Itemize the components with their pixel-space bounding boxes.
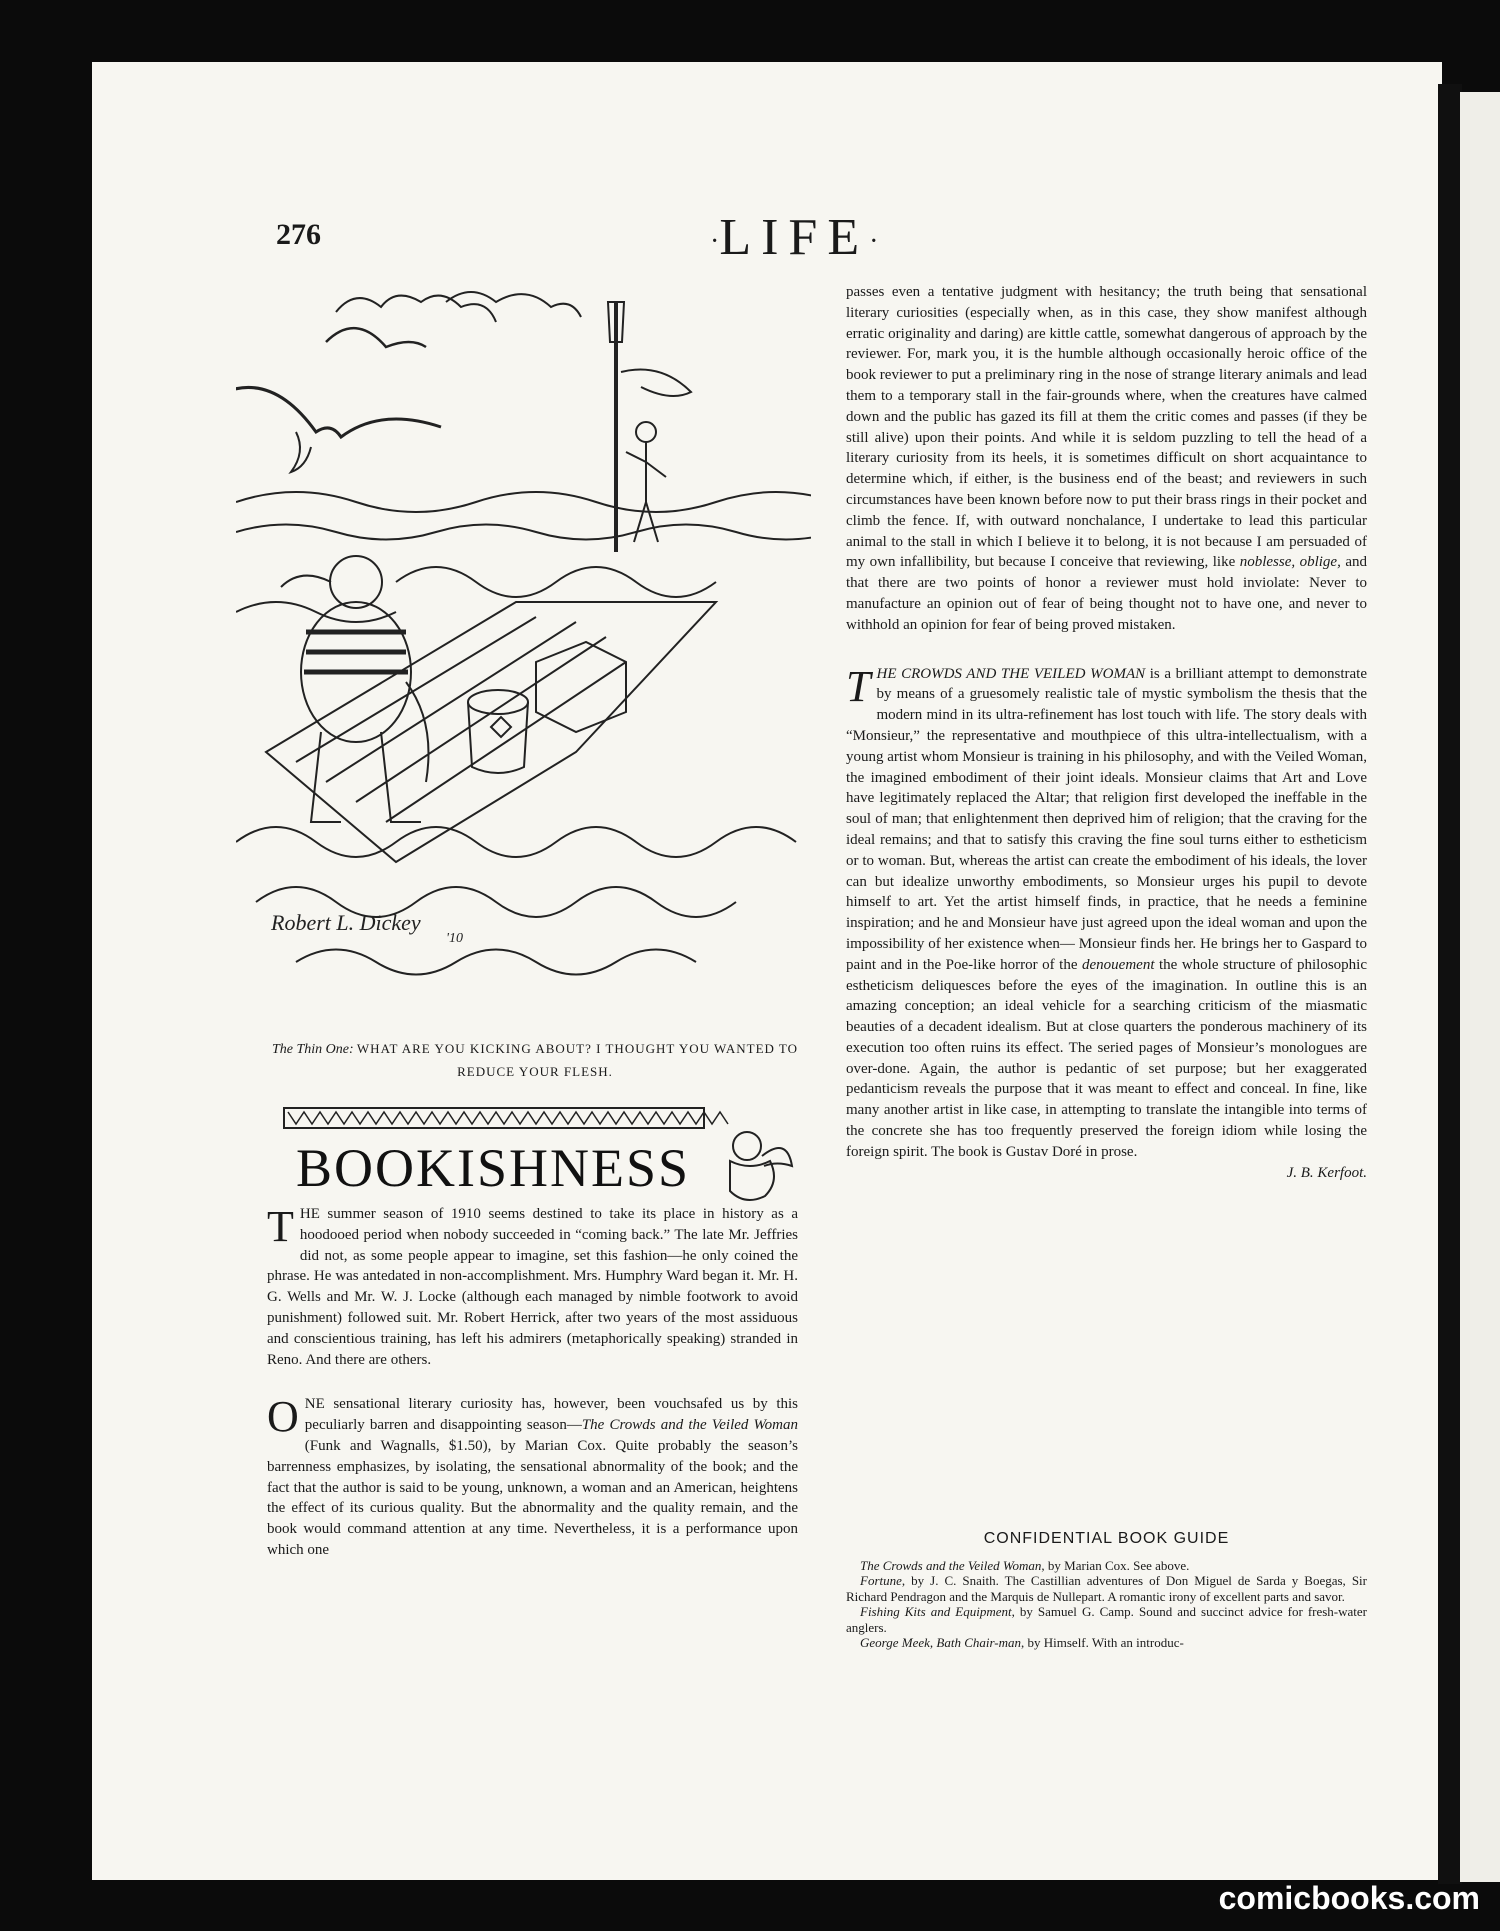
site-watermark: comicbooks.com bbox=[1218, 1880, 1480, 1916]
continued-text-b: and that there are two points of honor a reviewer must hold inviolate: Never to manufacture an opinion out of fear of being thought not to have one, and never to withhold an opinion for fear of being proved mistaken. bbox=[846, 554, 1367, 633]
book-title: The Crowds and the Veiled Woman bbox=[581, 1417, 798, 1434]
review-italic: denouement bbox=[1082, 956, 1155, 973]
striped-shirt bbox=[304, 632, 408, 672]
left-text-column bbox=[267, 1204, 798, 1561]
book-guide-list bbox=[846, 1558, 1367, 1650]
book-guide-title: CONFIDENTIAL BOOK GUIDE bbox=[983, 1530, 1230, 1547]
masthead-title: LIFE bbox=[719, 209, 870, 266]
intro-text: HE summer season of 1910 seems destined to take its place in history as a hoodooed period when nobody succeeded in “coming back.” The late Mr. Jeffries did not, as some people appear to imagine, set this fashion—he only coined the phrase. He was antedated in non-accomplishment. Mrs. Humphry Ward began it. Mr. H. G. Wells and Mr. W. J. Locke (although each managed by nimble footwork to avoid punishment) followed suit. Mr. Robert Herrick, after two years of the most assiduous and conscientious training, has left his admirers (metaphorically speaking) stranded in Reno. And there are others. bbox=[267, 1206, 798, 1368]
wave-line bbox=[236, 827, 796, 857]
guide-entry-title: Fortune bbox=[860, 1573, 902, 1589]
guide-entry-title: The Crowds and the Veiled Woman bbox=[860, 1558, 1042, 1573]
bookishness-banner bbox=[282, 1106, 794, 1212]
continued-paragraph bbox=[846, 282, 1367, 636]
banner-ornament bbox=[288, 1112, 728, 1124]
artist-signature: Robert L. Dickey bbox=[271, 910, 421, 935]
fat-man-arm-raised bbox=[281, 576, 331, 587]
guide-entry bbox=[846, 1604, 1367, 1635]
guide-entry-title: George Meek, Bath Chair-man bbox=[860, 1635, 1021, 1651]
barrel-diamond bbox=[491, 717, 511, 737]
cloud-outline bbox=[336, 296, 496, 322]
wave-line bbox=[396, 567, 716, 597]
page-gutter bbox=[1438, 84, 1462, 1884]
seagull-right bbox=[326, 328, 426, 347]
barrel-top bbox=[468, 690, 528, 714]
wave-line bbox=[296, 950, 696, 975]
guide-entry bbox=[846, 1635, 1367, 1650]
guide-entry-text: , by Samuel G. Camp. Sound and succinct advice for fresh-water anglers. bbox=[846, 1604, 1368, 1635]
artist-signature-year: '10 bbox=[446, 931, 463, 946]
page-number: 276 bbox=[276, 218, 321, 251]
intro-paragraph bbox=[267, 1204, 798, 1370]
seagull-left bbox=[236, 387, 441, 437]
continued-italic: noblesse, oblige, bbox=[1239, 554, 1341, 571]
caption-text: WHAT ARE YOU KICKING ABOUT? I THOUGHT YOU WANTED TO REDUCE YOUR FLESH. bbox=[356, 1041, 799, 1079]
banner-frame bbox=[284, 1108, 704, 1128]
guide-entry bbox=[846, 1558, 1367, 1573]
second-text-b: (Funk and Wagnalls, $1.50), by Marian Cox. Quite probably the season’s barrenness emphasizes, by isolating, the sensational abnormality of the book; and the fact that the author is said to be young, unknown, a woman and an American, heightens the effect of its curious quality. But the abnormality and the quality remain, and the book would command attention at any time. Nevertheless, it is a performance upon which one bbox=[267, 1437, 798, 1558]
raft-planks bbox=[296, 617, 626, 822]
continued-text-a: passes even a tentative judgment with hesitancy; the truth being that sensational literary curiosities (especially when, as in this case, they show manifest although erratic originality and daring) are kittle cattle, somewhat dangerous of approach by the reviewer. For, mark you, it is the humble although occasionally heroic office of the book reviewer to put a preliminary ring in the nose of strange literary animals and lead them to a temporary stall in the fair-grounds where, when the creatures have calmed down and the public has gazed its fill at them the critic comes and passes (if they be still alive) upon their points. And while it is seldom puzzling to tell the head of a literary curiosity from its heels, it is sometimes difficult on short acquaintance to determine which, if either, is the business end of the beast; and reviewers in such circumstances have been known before now to put their brass rings in their pocket and climb the fence. If, with outward nonchalance, I undertake to lead this particular animal to the stall in which I believe it to belong, it is not because I am persuaded of my own infallibility, but because I conceive that reviewing, like bbox=[846, 284, 1367, 571]
guide-entry-text: , by J. C. Snaith. The Castillian adventures of Don Miguel de Sarda y Boegas, Sir Richard Pendragon and the Marquis de Nullepart. A romantic irony of excellent parts and savor. bbox=[846, 1573, 1367, 1604]
banner-title: BOOKISHNESS bbox=[296, 1138, 691, 1198]
magazine-masthead bbox=[710, 208, 878, 267]
seagull-body bbox=[291, 432, 311, 472]
adjacent-page-edge bbox=[1460, 92, 1500, 1882]
fat-man-head bbox=[330, 556, 382, 608]
wave-line bbox=[236, 492, 811, 512]
cherub-head bbox=[733, 1132, 761, 1160]
guide-entry bbox=[846, 1573, 1367, 1604]
reviewer-signature: J. B. Kerfoot. bbox=[1286, 1164, 1367, 1181]
masthead-dot-right: · bbox=[869, 226, 879, 258]
masthead-dot-left: · bbox=[710, 226, 720, 258]
wave-line bbox=[236, 525, 811, 540]
cherub-body bbox=[730, 1161, 774, 1200]
drop-cap: O bbox=[267, 1392, 299, 1442]
supply-box bbox=[536, 642, 626, 732]
guide-entry-text: , by Marian Cox. See above. bbox=[1041, 1558, 1190, 1573]
caption-speaker: The Thin One: bbox=[271, 1042, 354, 1057]
review-text-b: the whole structure of philosophic estheticism deliquesces before the eyes of the imagination. In outline this is an amazing conception; an ideal vehicle for a searching criticism of the miasmatic beauties of a decadent idealism. But at close quarters the ponderous machinery of its execution too often ruins its effect. The seried pages of Monsieur’s monologues are over-done. Again, the author is pedantic of set purpose; but her exaggerated pedanticism reveals the purpose that it was meant to effect and conceal. In fine, like many another artist in like case, in attempting to translate the intangible into terms of the concrete she has too frequently preserved the foreign idiom while losing the foreign spirit. The book is Gustav Doré in prose. bbox=[846, 956, 1367, 1160]
thin-man-head bbox=[636, 422, 656, 442]
right-text-column bbox=[846, 282, 1367, 1183]
review-book-title: HE CROWDS AND THE VEILED WOMAN bbox=[876, 665, 1146, 682]
review-text-a: is a brilliant attempt to demonstrate by means of a gruesomely realistic tale of mystic symbolism the thesis that the modern mind in its ultra-refinement has lost touch with life. The story deals with “Monsieur,” the representative and mouthpiece of this ultra-intellectualism, with a young artist whom Monsieur is training in his philosophy, and with the Veiled Woman, the imagined embodiment of their joint ideals. Monsieur claims that Art and Love have legitimately replaced the Altar; that religion first developed the ineffable in the soul of man; that enlightenment then deprived him of religion; that the craving for the ideal remains; and that to satisfy this craving the fine soul turns either to estheticism or to woman. But, whereas the artist can create the embodiment of his ideals, the lover can but idealize unworthy embodiments, so Monsieur urges his pupil to devote himself to art. Yet the artist himself finds, in practice, that he needs a feminine inspiration; and he and Monsieur have just agreed upon the ideal woman and upon the impossibility of her existence when— Monsieur finds her. He brings her to Gaspard to paint and in the Poe-like horror of the bbox=[846, 665, 1367, 973]
guide-entry-title: Fishing Kits and Equipment bbox=[860, 1604, 1012, 1620]
raft-cartoon-illustration bbox=[236, 282, 811, 1012]
cartoon-caption bbox=[270, 1038, 800, 1083]
second-paragraph bbox=[267, 1394, 798, 1560]
mast-flag bbox=[621, 370, 691, 397]
second-text-a: NE sensational literary curiosity has, however, been vouchsafed us by this peculiarly barren and disappointing season— bbox=[304, 1396, 798, 1434]
review-paragraph bbox=[846, 661, 1367, 1163]
guide-entry-text: , by Himself. With an introduc- bbox=[1021, 1635, 1184, 1651]
drop-cap: T bbox=[267, 1202, 294, 1251]
drop-cap: T bbox=[846, 661, 871, 711]
